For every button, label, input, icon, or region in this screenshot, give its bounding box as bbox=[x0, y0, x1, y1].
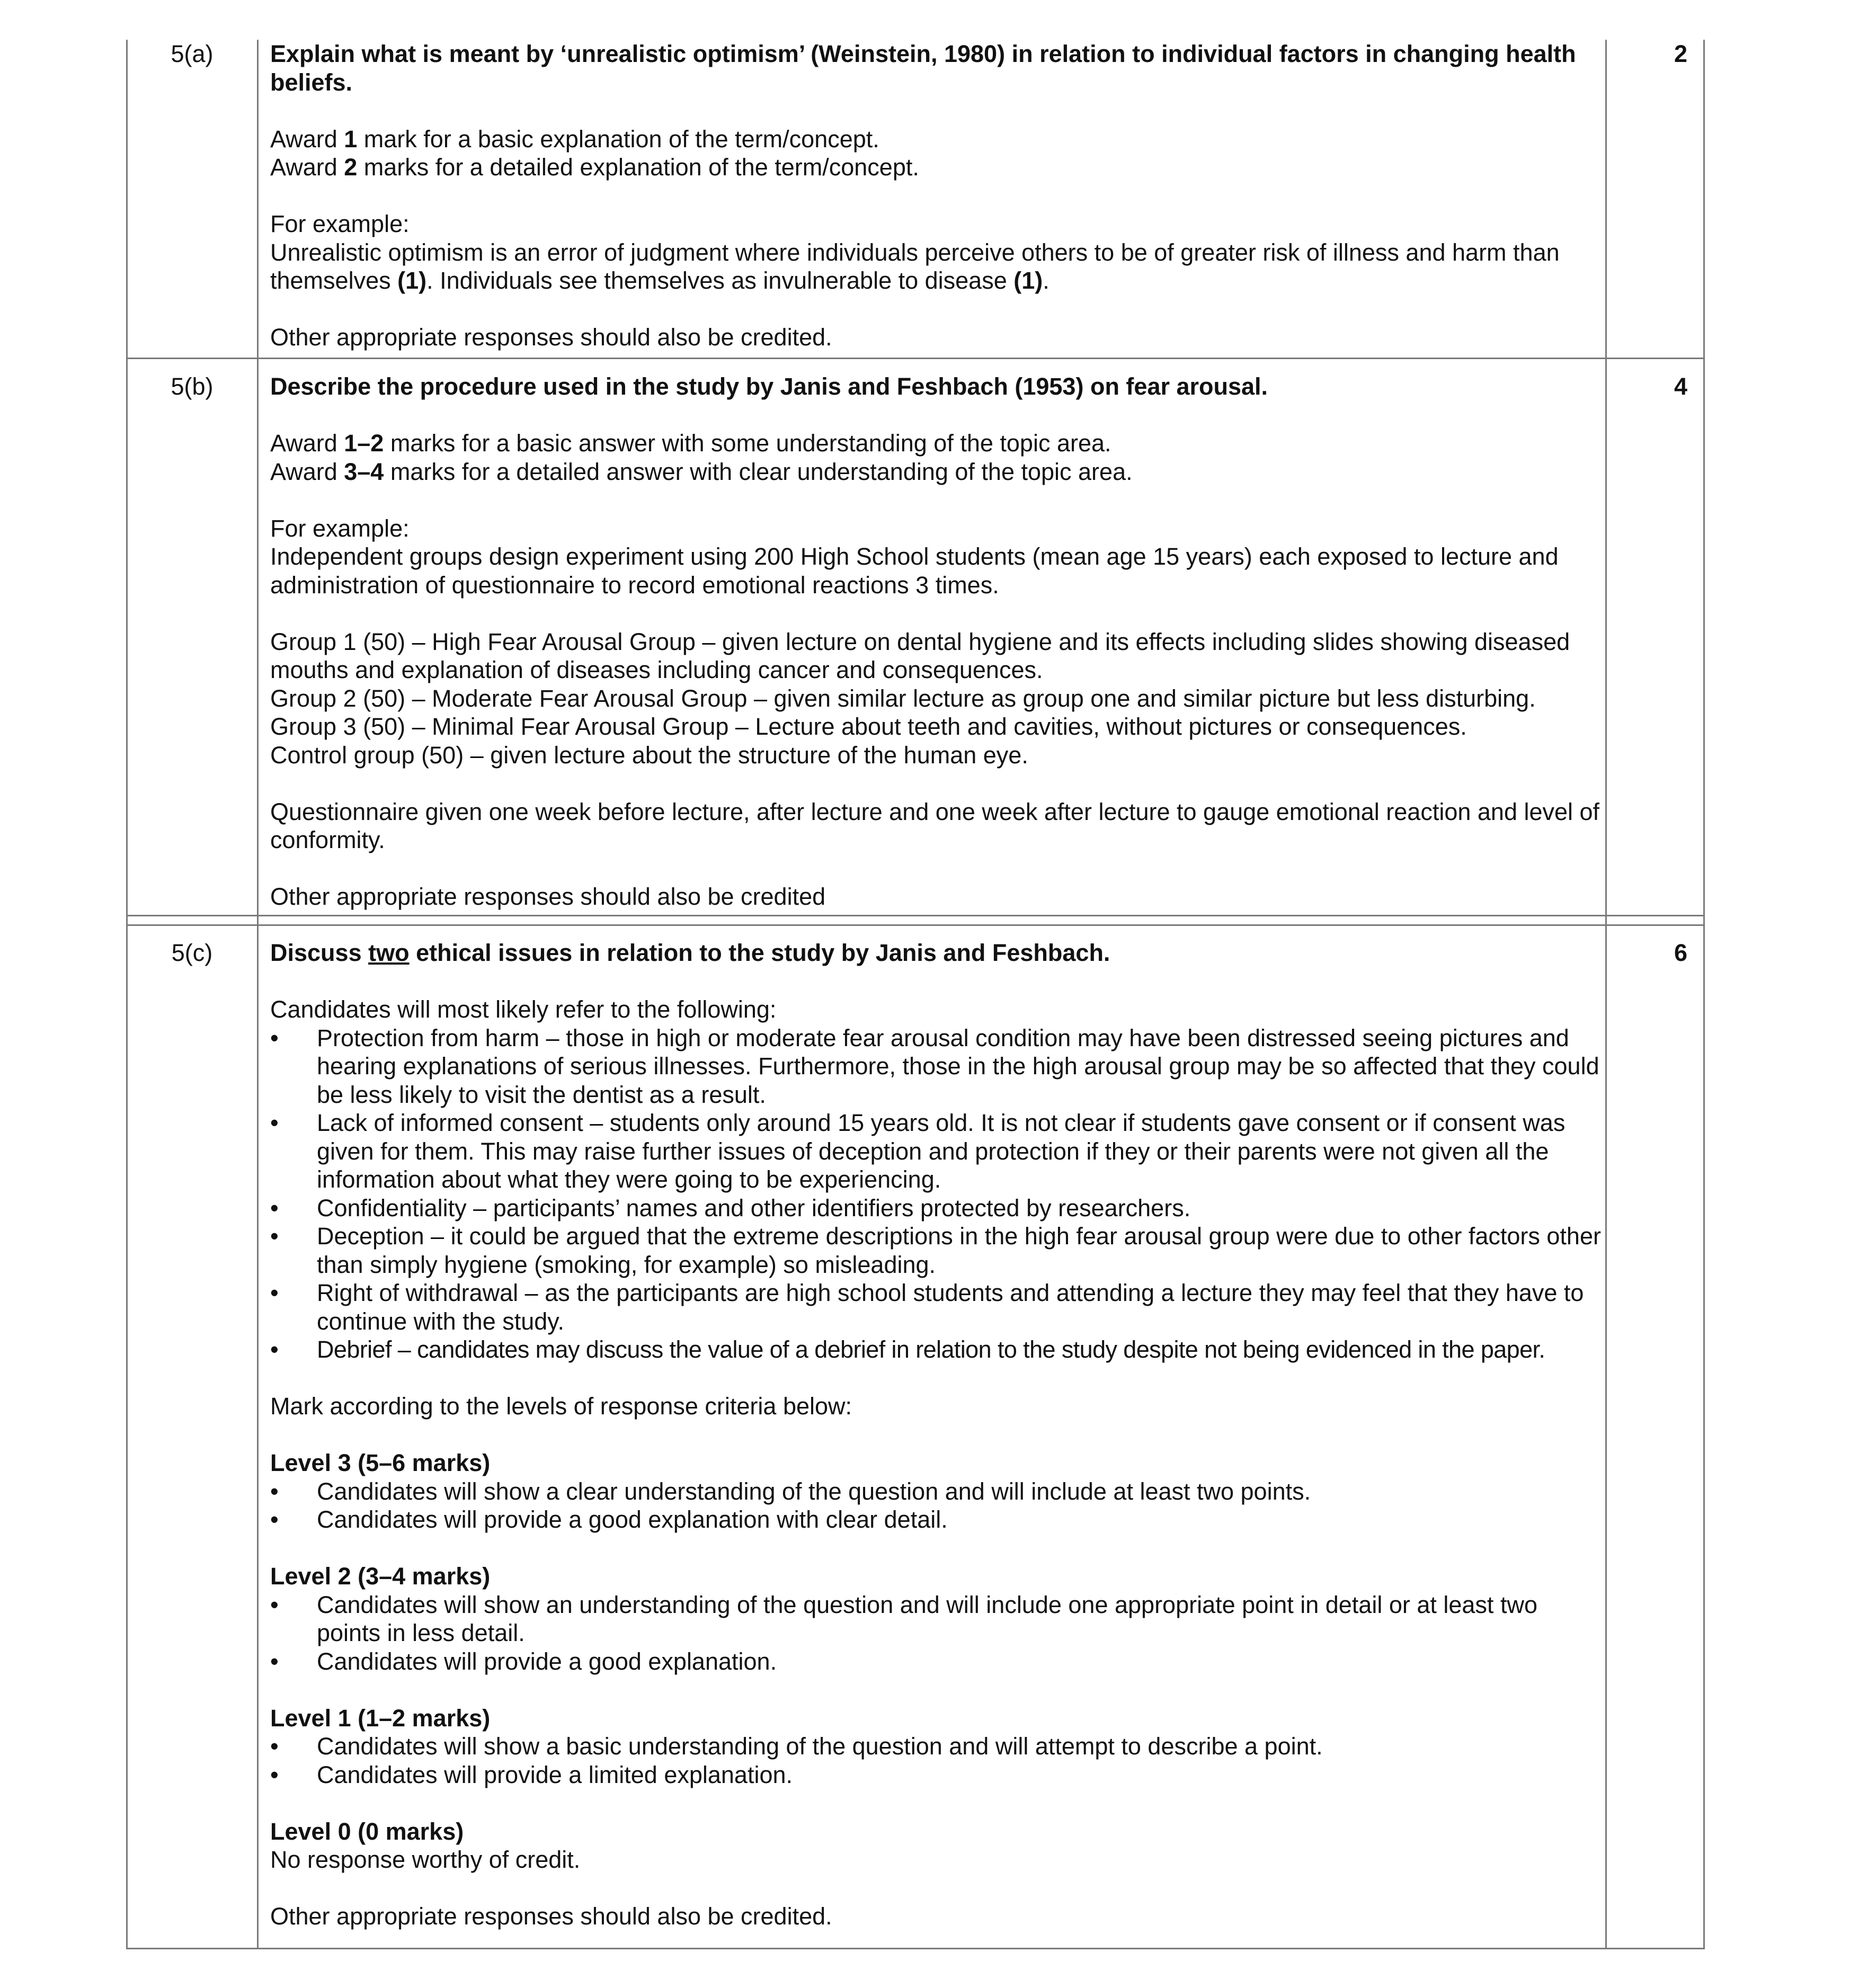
list-item: • Lack of informed consent – students only around 15 years old. It is not clear if students gave consent or if consent was given for them. This may raise further issues of deception and protection if they or their parents were not given all the information about what they were going to be experiencing. bbox=[270, 1109, 1605, 1194]
list-item: • Candidates will provide a limited explanation. bbox=[270, 1761, 1605, 1789]
answer-cell-5c bbox=[270, 939, 1605, 1931]
list-item: • Debrief – candidates may discuss the value of a debrief in relation to the study despite not being evidenced in the paper. bbox=[270, 1335, 1605, 1364]
group-description: Group 3 (50) – Minimal Fear Arousal Group – Lecture about teeth and cavities, without pictures or consequences. bbox=[270, 713, 1467, 740]
table-border-right bbox=[1703, 40, 1705, 1949]
list-item: • Candidates will show an understanding of the question and will include one appropriate point in detail or at least two points in less detail. bbox=[270, 1591, 1605, 1647]
marks-5c: 6 bbox=[1674, 939, 1687, 966]
answer-cell-5a bbox=[270, 40, 1605, 352]
level-title: Level 1 (1–2 marks) bbox=[270, 1704, 491, 1732]
row-divider-b-c-lower bbox=[126, 924, 1705, 926]
award-line-1: Award 1–2 marks for a basic answer with some understanding of the topic area. bbox=[270, 430, 1111, 457]
level-title: Level 2 (3–4 marks) bbox=[270, 1563, 491, 1590]
level-title: Level 0 (0 marks) bbox=[270, 1817, 464, 1845]
level-criteria-list bbox=[270, 1732, 1605, 1789]
level-criteria-list bbox=[270, 1477, 1605, 1534]
other-responses-note: Other appropriate responses should also be credited bbox=[270, 883, 826, 910]
award-line-2: Award 3–4 marks for a detailed answer with clear understanding of the topic area. bbox=[270, 458, 1133, 485]
ethical-issues-list bbox=[270, 1024, 1605, 1364]
other-responses-note: Other appropriate responses should also be credited. bbox=[270, 1903, 832, 1930]
list-item: • Deception – it could be argued that the extreme descriptions in the high fear arousal group were due to other factors other than simply hygiene (smoking, for example) so misleading. bbox=[270, 1222, 1605, 1279]
question-text-5b: Describe the procedure used in the study by Janis and Feshbach (1953) on fear arousal. bbox=[270, 373, 1268, 400]
question-number-5c: 5(c) bbox=[171, 939, 213, 966]
list-item: • Candidates will show a clear understanding of the question and will include at least two points. bbox=[270, 1477, 1605, 1506]
example-label: For example: bbox=[270, 210, 410, 237]
row-divider-b-c-upper bbox=[126, 915, 1705, 916]
row-divider-a-b bbox=[126, 358, 1705, 359]
intro-text: Candidates will most likely refer to the following: bbox=[270, 996, 777, 1023]
column-divider-number bbox=[257, 40, 259, 1949]
example-answer: Independent groups design experiment using 200 High School students (mean age 15 years) each exposed to lecture and administration of questionnaire to record emotional reactions 3 times. bbox=[270, 543, 1559, 599]
list-item: • Candidates will provide a good explanation. bbox=[270, 1647, 1605, 1676]
questionnaire-description: Questionnaire given one week before lecture, after lecture and one week after lecture to gauge emotional reaction and level of conformity. bbox=[270, 798, 1600, 853]
list-item: • Candidates will provide a good explanation with clear detail. bbox=[270, 1505, 1605, 1534]
question-text-5c: Discuss two ethical issues in relation to the study by Janis and Feshbach. bbox=[270, 939, 1110, 966]
table-border-bottom bbox=[126, 1948, 1705, 1949]
group-description: Group 2 (50) – Moderate Fear Arousal Group – given similar lecture as group one and similar picture but less disturbing. bbox=[270, 684, 1536, 712]
table-border-left bbox=[126, 40, 128, 1949]
list-item: • Confidentiality – participants’ names and other identifiers protected by researchers. bbox=[270, 1194, 1605, 1223]
level-0-text: No response worthy of credit. bbox=[270, 1846, 581, 1873]
marks-5a: 2 bbox=[1674, 40, 1687, 67]
example-label: For example: bbox=[270, 514, 410, 542]
level-criteria-list bbox=[270, 1591, 1605, 1676]
list-item: • Candidates will show a basic understanding of the question and will attempt to describe a point. bbox=[270, 1732, 1605, 1761]
award-line-1: Award 1 mark for a basic explanation of the term/concept. bbox=[270, 125, 879, 153]
list-item: • Protection from harm – those in high or moderate fear arousal condition may have been distressed seeing pictures and hearing explanations of serious illnesses. Furthermore, those in the high arousal group may be so affected that they could be less likely to visit the dentist as a result. bbox=[270, 1024, 1605, 1109]
award-line-2: Award 2 marks for a detailed explanation of the term/concept. bbox=[270, 154, 919, 181]
question-number-5b: 5(b) bbox=[171, 373, 214, 400]
level-title: Level 3 (5–6 marks) bbox=[270, 1449, 491, 1476]
criteria-intro: Mark according to the levels of response criteria below: bbox=[270, 1393, 852, 1420]
group-description: Control group (50) – given lecture about the structure of the human eye. bbox=[270, 741, 1028, 769]
answer-cell-5b bbox=[270, 372, 1605, 911]
group-description: Group 1 (50) – High Fear Arousal Group – given lecture on dental hygiene and its effects including slides showing diseased mouths and explanation of diseases including cancer and consequences. bbox=[270, 628, 1570, 683]
column-divider-marks bbox=[1605, 40, 1607, 1949]
example-answer: Unrealistic optimism is an error of judgment where individuals perceive others to be of greater risk of illness and harm than themselves (1). Individuals see themselves as invulnerable to disease (1). bbox=[270, 238, 1560, 294]
marks-5b: 4 bbox=[1674, 373, 1687, 400]
question-number-5a: 5(a) bbox=[171, 40, 214, 67]
other-responses-note: Other appropriate responses should also be credited. bbox=[270, 324, 832, 351]
question-text-5a: Explain what is meant by ‘unrealistic optimism’ (Weinstein, 1980) in relation to individual factors in changing health beliefs. bbox=[270, 40, 1576, 96]
list-item: • Right of withdrawal – as the participants are high school students and attending a lecture they may feel that they have to continue with the study. bbox=[270, 1279, 1605, 1335]
